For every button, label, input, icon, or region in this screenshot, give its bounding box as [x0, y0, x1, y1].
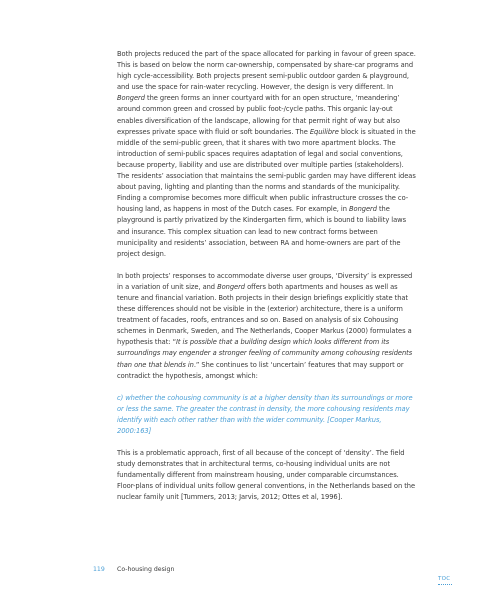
paragraph-1-text-b: the green forms an inner courtyard with for an open structure, ‘meandering’ around common green and crossed by public foot-/cycle paths. This organic lay-out enables diversification of the landscape, allowing for that permit right of way but also expresses private space with fluid or soft boundaries. The	[117, 94, 400, 136]
project-name-bongerd: Bongerd	[348, 205, 377, 214]
paragraph-2	[117, 271, 417, 382]
block-quote: c) whether the cohousing community is at a higher density than its surroundings or more or less the same. The greater the contrast in density, the more cohousing residents may identify with each other rather than with the wider community. [Cooper Markus, 2000:163]	[117, 393, 413, 435]
paragraph-2-text-b: offers both apartments and houses as well as tenure and financial variation. Both projects in their design briefings explicitly state that these differences should not be visible in the (exterior) architecture, there is a uniform treatment of facades, roofs, entrances and so on. Based on analysis of six Cohousing schemes in Denmark, Sweden, and The Netherlands, Cooper Markus (2000) formulates a hypothesis that: “	[117, 282, 412, 347]
paragraph-1-text-d: the playground is partly privatized by the Kindergarten firm, which is bound to liability laws and insurance. This complex situation can lead to new contract forms between municipality and residents’ association, between RA and home-owners are part of the project design.	[117, 205, 407, 258]
project-name-equilibre: Equilibre	[309, 127, 339, 136]
hypothesis-quote: It is possible that a building design which looks different from its surroundings may engender a stronger feeling of community among cohousing residents than one that blends in	[117, 338, 413, 369]
toc-underline	[438, 584, 452, 587]
toc-link[interactable]: TOC	[438, 576, 451, 582]
page-number: 119	[93, 566, 105, 573]
paragraph-2-text-a: In both projects’ responses to accommodate diverse user groups, ‘Diversity’ is expressed in a variation of unit size, and	[117, 271, 413, 291]
running-head: Co-housing design	[117, 566, 175, 573]
paragraph-2-text-c: .” She continues to list ‘uncertain’ features that may support or contradict the hypothesis, amongst which:	[117, 360, 404, 380]
paragraph-3: This is a problematic approach, first of all because of the concept of ‘density’. The field study demonstrates that in architectural terms, co-housing individual units are not fundamentally different from mainstream housing, under comparable circumstances. Floor-plans of individual units follow general conventions, in the Netherlands based on the nuclear family unit [Tummers, 2013; Jarvis, 2012; Ottes et al, 1996].	[117, 449, 416, 502]
paragraph-1	[117, 49, 417, 260]
paragraph-1-text-a: Both projects reduced the part of the space allocated for parking in favour of green space. This is based on below the norm car-ownership, compensated by share-car programs and high cycle-accessibility. Both projects present semi-public outdoor garden & playground, and use the space for rain-water recycling. However, the design is very different. In	[117, 50, 416, 92]
paragraph-1-text-c: block is situated in the middle of the semi-public green, that it shares with two more apartment blocks. The introduction of semi-public spaces requires adaptation of legal and social conventions, because property, liability and use are distributed over multiple parties (stakeholders). The residents’ association that maintains the semi-public garden may have different ideas about paving, lighting and planting than the norms and standards of the municipality. Finding a compromise becomes more difficult when public infrastructure crosses the co-housing land, as happens in most of the Dutch cases. For example, in	[117, 127, 416, 214]
body-text	[117, 49, 417, 515]
project-name-bongerd: Bongerd	[117, 94, 145, 103]
project-name-bongerd: Bongerd	[217, 282, 245, 291]
